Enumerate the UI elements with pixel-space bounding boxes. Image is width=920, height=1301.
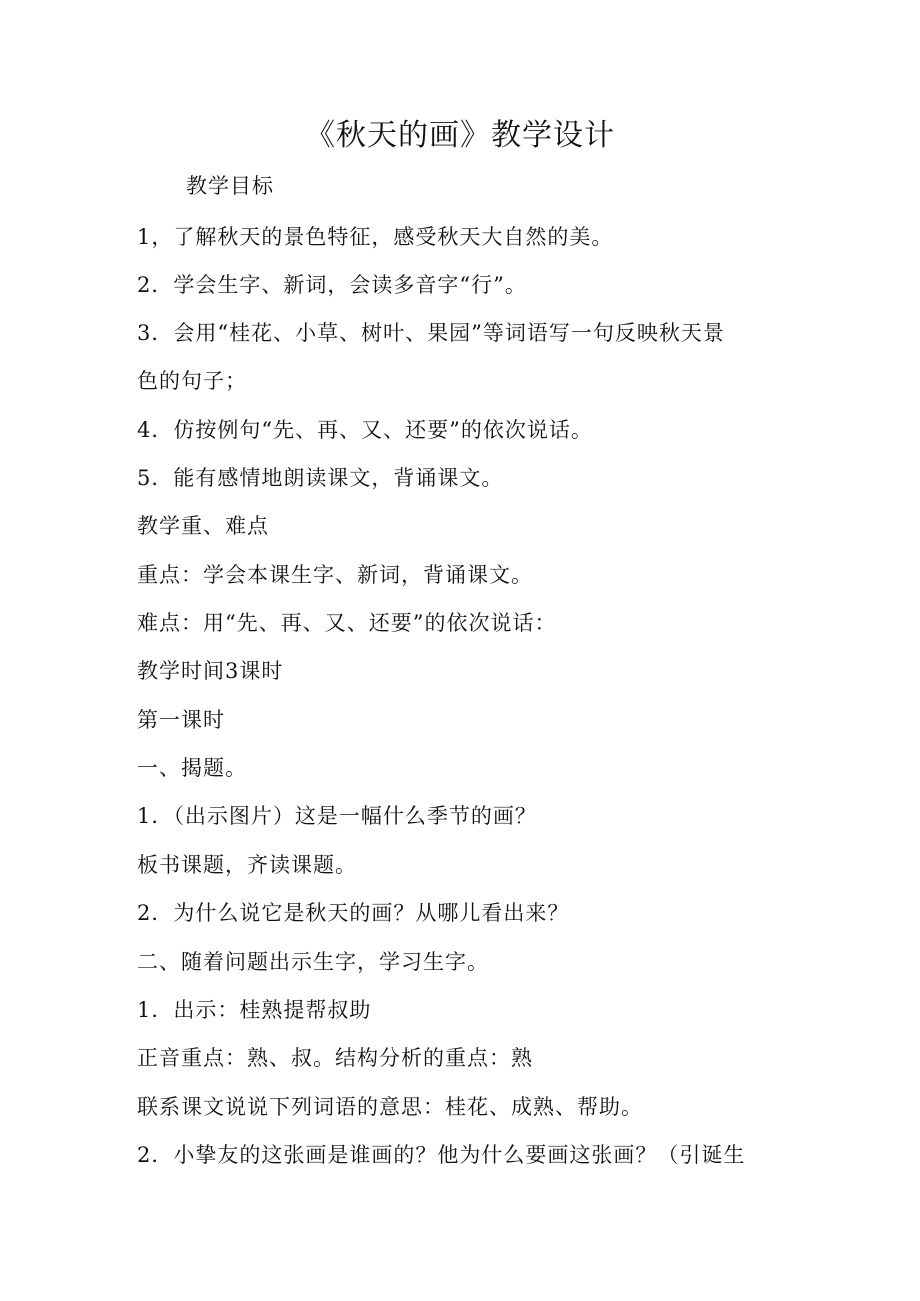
paragraph-line: 1，了解秋天的景色特征，感受秋天大自然的美。 bbox=[137, 225, 614, 249]
document-title: 《秋天的画》教学设计 bbox=[305, 118, 615, 153]
paragraph-line: 2．小挚友的这张画是谁画的？他为什么要画这张画？（引诞生 bbox=[137, 1143, 746, 1167]
paragraph-line: 2．学会生字、新词，会读多音字“行”。 bbox=[137, 273, 527, 297]
paragraph-line: 正音重点：熟、叔。结构分析的重点：熟 bbox=[137, 1046, 533, 1070]
paragraph-line: 色的句子； bbox=[137, 369, 247, 393]
paragraph-line: 4．仿按例句“先、再、又、还要”的依次说话。 bbox=[137, 418, 593, 442]
paragraph-line: 一、揭题。 bbox=[137, 756, 247, 780]
section-heading-lesson-one: 第一课时 bbox=[137, 708, 225, 732]
section-heading-key-points: 教学重、难点 bbox=[137, 514, 269, 538]
paragraph-line: 1．（出示图片）这是一幅什么季节的画？ bbox=[137, 804, 537, 828]
paragraph-line: 联系课文说说下列词语的意思：桂花、成熟、帮助。 bbox=[137, 1095, 643, 1119]
paragraph-line: 5．能有感情地朗读课文，背诵课文。 bbox=[137, 466, 504, 490]
paragraph-line: 重点：学会本课生字、新词，背诵课文。 bbox=[137, 563, 533, 587]
paragraph-line: 教学时间3课时 bbox=[137, 659, 284, 683]
paragraph-line: 2．为什么说它是秋天的画？从哪儿看出来？ bbox=[137, 901, 570, 925]
paragraph-line: 1．出示：桂熟提帮叔助 bbox=[137, 998, 372, 1022]
paragraph-line: 3．会用“桂花、小草、树叶、果园”等词语写一句反映秋天景 bbox=[137, 321, 725, 345]
paragraph-line: 难点：用“先、再、又、还要”的依次说话： bbox=[137, 611, 557, 635]
paragraph-line: 板书课题，齐读课题。 bbox=[137, 853, 357, 877]
section-heading-objectives: 教学目标 bbox=[186, 174, 274, 198]
paragraph-line: 二、随着问题出示生字，学习生字。 bbox=[137, 950, 489, 974]
